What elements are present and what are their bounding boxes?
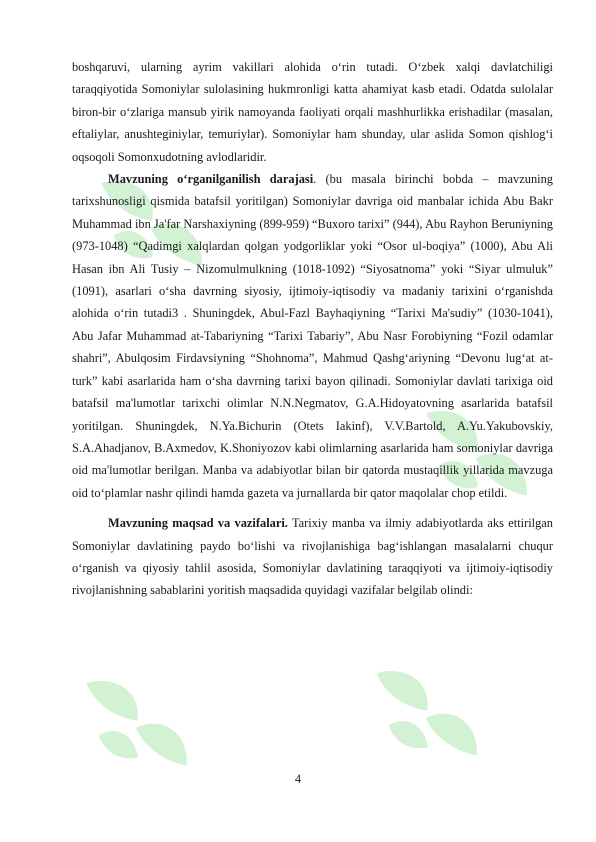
page-number: 4 [294, 772, 302, 786]
section-heading-aims-and-tasks: Mavzuning maqsad va vazifalari. [108, 516, 288, 531]
paragraph-research-level-text: . (bu masala birinchi bobda – mavzuning tarixshunosligi qismida batafsil yoritilgan) Somoniylar davriga oid manbalar ichida Abu Bakr Muhammad ibn Ja'far Narshaxiyning (899-959) “Buxoro tarixi” (944), Abu Rayhon Beruniyning (973-1048) “Qadimgi xalqlardan qolgan yodgorliklar yoki “Osor ul-boqiya” (1000), Abu Ali Hasan ibn Ali Tusiy – Nizomulmulkning (1018-1092) “Siyosatnoma” yoki “Siyar ulmuluk” (1091), asarlari o‘sha davrning siyosiy, ijtimoiy-iqtisodiy va madaniy tarixini o‘rganishda alohida o‘rin tutadi3 . Shuningdek, Abul-Fazl Bayhaqiyning “Tarixi Ma'sudiy” (1030-1041), Abu Jafar Muhammad at-Tabariyning “Tarixi Tabariy”, Abu Nasr Forobiyning “Fozil odamlar shahri”, Abulqosim Firdavsiyning “Shohnoma”, Mahmud Qashg‘ariyning “Devonu lug‘at at-turk” kabi asarlarida ham o‘sha davrning tarixi bayon qilinadi. Somoniylar davlati tarixiga oid batafsil ma'lumotlar tarixchi olimlar N.N.Negmatov, G.A.Hidoyatovning asarlarida batafsil yoritilgan. Shuningdek, N.Ya.Bichurin (Otets Iakinf), V.V.Bartold, A.Yu.Yakubovskiy, S.A.Ahadjanov, B.Axmedov, K.Shoniyozov kabi olimlarning asarlarida ham somoniylar davriga oid ma'lumotlar berilgan. Manba va adabiyotlar bilan bir qatorda mustaqillik yillarida mavzuga oid to‘plamlar nashr qilindi hamda gazeta va jurnallarda bir qator maqolalar chop etildi. [72, 172, 553, 500]
section-heading-research-level: Mavzuning o‘rganilganilish darajasi [108, 172, 314, 187]
watermark-logo-icon [370, 640, 490, 790]
paragraph-aims-and-tasks-text: Tarixiy manba va ilmiy adabiyotlarda aks ettirilgan Somoniylar davlatining paydo bo‘lishi va rivojlanishiga bag‘ishlangan masalalarni chuqur o‘rganish va qiyosiy tahlil asosida, Somoniylar davlatining taraqqiyoti va ijtimoiy-iqtisodiy rivojlanishning sabablarini yoritish maqsadida quyidagi vazifalar belgilab olindi: [72, 516, 553, 598]
paragraph-research-level [72, 168, 553, 504]
paragraph-intro-continuation: boshqaruvi, ularning ayrim vakillari alohida o‘rin tutadi. O‘zbek xalqi davlatchiligi taraqqiyotida Somoniylar sulolasining hukmronligi katta ahamiyat kasb etadi. Odatda sulolalar biron-bir o‘zlariga mansub yirik namoyanda faoliyati orqali mashhurlikka erishadilar (masalan, eftaliylar, anushteginiylar, temuriylar). Somoniylar ham shunday, ular aslida Somon qishlog‘i oqsoqoli Somonxudotning avlodlaridir. [72, 60, 553, 164]
paragraph-aims-and-tasks [72, 512, 553, 602]
document-body [72, 56, 553, 602]
